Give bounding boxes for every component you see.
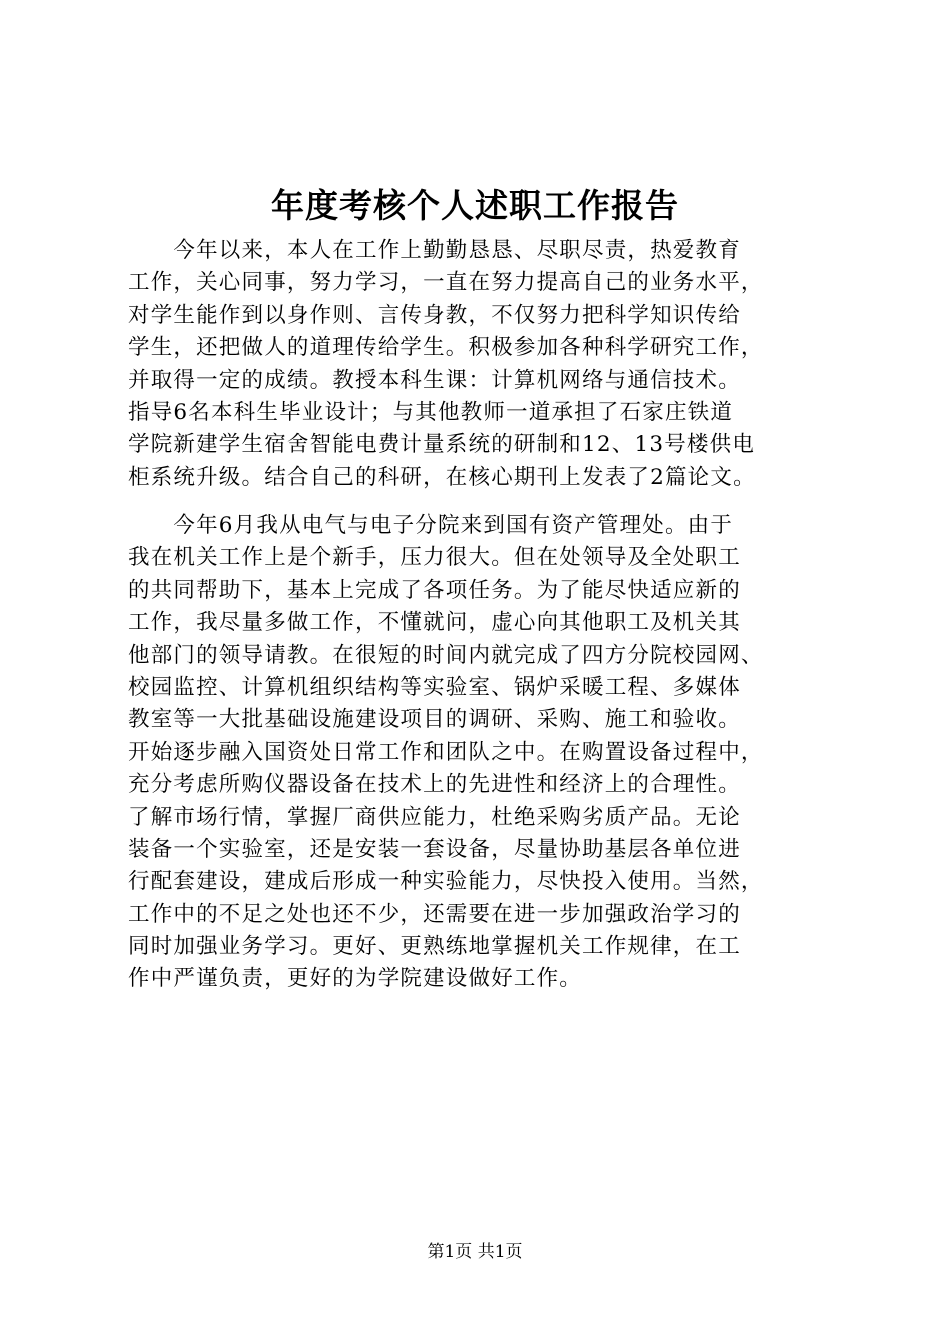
document-title: 年度考核个人述职工作报告 (271, 186, 679, 225)
paragraph-1 (128, 235, 842, 494)
paragraph-line: 今年以来，本人在工作上勤勤恳恳、尽职尽责，热爱教育 (128, 238, 741, 263)
paragraph-line: 充分考虑所购仪器设备在技术上的先进性和经济上的合理性。 (128, 772, 741, 798)
paragraph-line: 同时加强业务学习。更好、更熟练地掌握机关工作规律，在工 (128, 934, 741, 960)
paragraph-line: 学院新建学生宿舍智能电费计量系统的研制和12、13号楼供电 (128, 432, 756, 458)
paragraph-2 (128, 510, 842, 996)
paragraph-line: 开始逐步融入国资处日常工作和团队之中。在购置设备过程中， (128, 739, 764, 765)
page-footer: 第1页 共1页 (427, 1242, 523, 1262)
paragraph-line: 校园监控、计算机组织结构等实验室、锅炉采暖工程、多媒体 (128, 674, 741, 700)
paragraph-line: 并取得一定的成绩。教授本科生课：计算机网络与通信技术。 (128, 367, 741, 393)
paragraph-line: 今年6月我从电气与电子分院来到国有资产管理处。由于 (128, 513, 734, 538)
paragraph-line: 学生，还把做人的道理传给学生。积极参加各种科学研究工作， (128, 335, 764, 361)
paragraph-line: 指导6名本科生毕业设计；与其他教师一道承担了石家庄铁道 (128, 399, 734, 425)
paragraph-line: 柜系统升级。结合自己的科研，在核心期刊上发表了2篇论文。 (128, 464, 756, 490)
paragraph-line: 工作，我尽量多做工作，不懂就问，虚心向其他职工及机关其 (128, 610, 741, 636)
paragraph-line: 装备一个实验室，还是安装一套设备，尽量协助基层各单位进 (128, 836, 741, 862)
paragraph-line: 教室等一大批基础设施建设项目的调研、采购、施工和验收。 (128, 707, 741, 733)
paragraph-line: 他部门的领导请教。在很短的时间内就完成了四方分院校园网、 (128, 642, 764, 668)
paragraph-line: 工作中的不足之处也还不少，还需要在进一步加强政治学习的 (128, 901, 741, 927)
paragraph-line: 行配套建设，建成后形成一种实验能力，尽快投入使用。当然， (128, 869, 764, 895)
paragraph-line: 工作，关心同事，努力学习，一直在努力提高自己的业务水平， (128, 270, 764, 296)
paragraph-line: 作中严谨负责，更好的为学院建设做好工作。 (128, 966, 583, 992)
paragraph-line: 对学生能作到以身作则、言传身教，不仅努力把科学知识传给 (128, 302, 741, 328)
paragraph-line: 我在机关工作上是个新手，压力很大。但在处领导及全处职工 (128, 545, 741, 571)
paragraph-line: 的共同帮助下，基本上完成了各项任务。为了能尽快适应新的 (128, 577, 741, 603)
paragraph-line: 了解市场行情，掌握厂商供应能力，杜绝采购劣质产品。无论 (128, 804, 741, 830)
